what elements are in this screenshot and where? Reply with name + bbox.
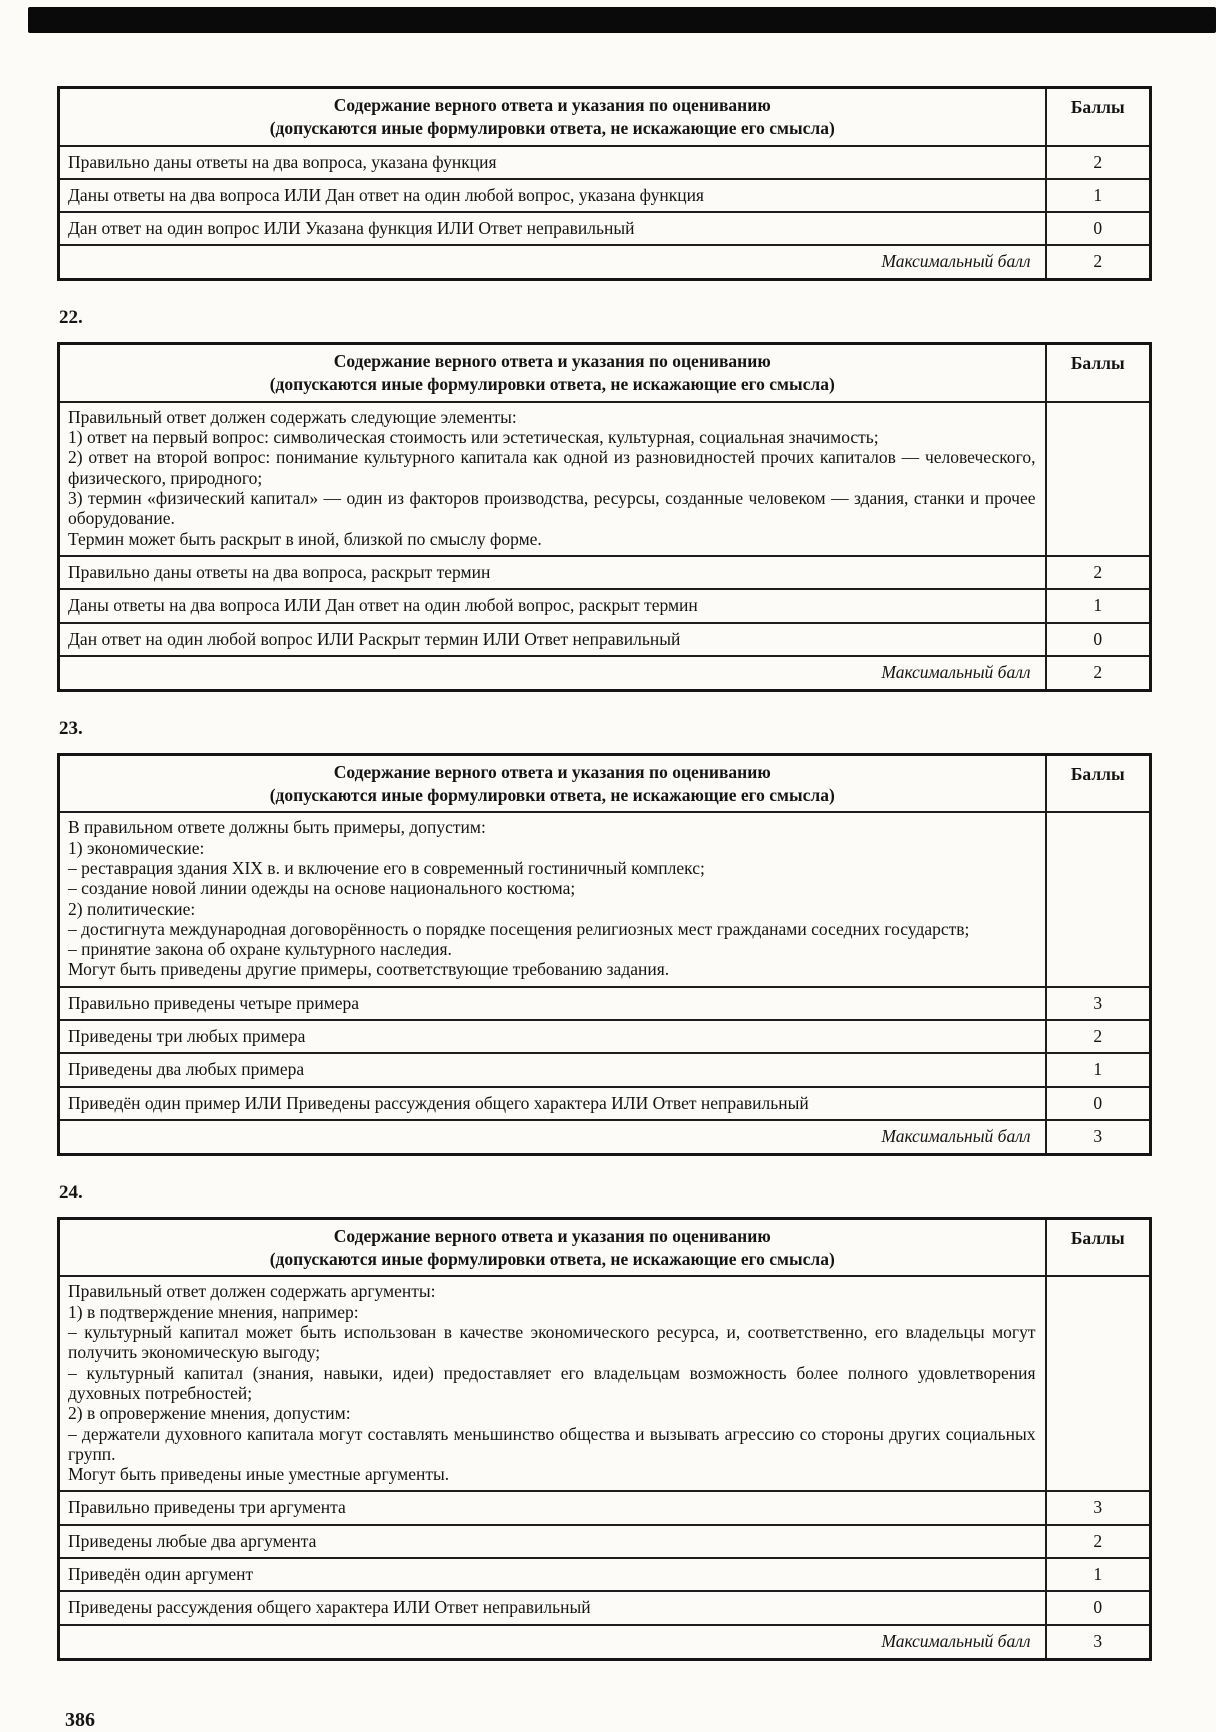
max-score-points: 3 [1046,1625,1151,1660]
header-subtitle: (допускаются иные формулировки ответа, не искажающие его смысла) [269,374,835,395]
criteria-points: 3 [1046,1491,1151,1524]
criteria-text: Даны ответы на два вопроса ИЛИ Дан ответ на один любой вопрос, указана функция [59,179,1046,212]
criteria-text: Правильно приведены три аргумента [59,1491,1046,1524]
criteria-row [59,1087,1151,1120]
header-title: Содержание верного ответа и указания по оцениванию [333,351,771,372]
criteria-text: Правильно даны ответы на два вопроса, указана функция [59,146,1046,179]
criteria-body [59,1491,1151,1624]
criteria-body [59,146,1151,246]
max-score-points: 2 [1046,245,1151,280]
answer-line: – принятие закона об охране культурного наследия. [68,939,452,960]
rubric-block-22 [57,307,1216,691]
header-title: Содержание верного ответа и указания по оцениванию [333,95,771,115]
header-subtitle: (допускаются иные формулировки ответа, не искажающие его смысла) [269,1248,835,1269]
rubric-block-continuation [57,86,1216,281]
answer-line: – культурный капитал может быть использован в качестве экономического ресурса, и, соответственно, его владельцы могут получить экономическую выгоду; [68,1322,1036,1363]
criteria-points: 3 [1046,987,1151,1020]
criteria-points: 2 [1046,1525,1151,1558]
header-subtitle: (допускаются иные формулировки ответа, не искажающие его смысла) [269,784,835,805]
answer-row [59,812,1151,986]
answer-line: – держатели духовного капитала могут составлять меньшинство общества и вызывать агрессию со стороны других социальных групп. [68,1423,1036,1464]
header-points-cell: Баллы [1046,88,1151,146]
criteria-text: Дан ответ на один вопрос ИЛИ Указана функция ИЛИ Ответ неправильный [59,212,1046,245]
max-score-row [59,245,1151,280]
answer-content-cell [59,1276,1046,1491]
criteria-points: 0 [1046,623,1151,656]
criteria-text: Приведён один аргумент [59,1558,1046,1591]
criteria-points: 1 [1046,1053,1151,1086]
rubric-table [57,342,1152,691]
criteria-row [59,623,1151,656]
criteria-row [59,212,1151,245]
answer-line: – создание новой линии одежды на основе национального костюма; [68,878,576,899]
header-points-cell: Баллы [1046,1218,1151,1276]
criteria-points: 0 [1046,1087,1151,1120]
header-points-cell: Баллы [1046,754,1151,812]
answer-line: – культурный капитал (знания, навыки, идеи) предоставляет его владельцам возможность более полного удовлетворения духовных потребностей; [68,1362,1036,1403]
criteria-row [59,987,1151,1020]
criteria-row [59,1020,1151,1053]
rubric-header-row [59,344,1151,402]
max-score-points: 3 [1046,1120,1151,1155]
header-content-cell [59,344,1046,402]
page-number: 386 [65,1708,95,1731]
answer-line: Правильный ответ должен содержать следующие элементы: [68,406,517,427]
answer-row [59,402,1151,556]
criteria-points: 0 [1046,212,1151,245]
rubric-block-23 [57,718,1216,1156]
criteria-points: 1 [1046,1558,1151,1591]
rubric-table [57,1217,1152,1661]
answer-content-cell [59,402,1046,556]
criteria-row [59,1053,1151,1086]
criteria-text: Приведены рассуждения общего характера ИЛИ Ответ неправильный [59,1591,1046,1624]
header-title: Содержание верного ответа и указания по оцениванию [333,761,771,782]
max-score-row [59,1625,1151,1660]
answer-line: Могут быть приведены иные уместные аргументы. [68,1464,450,1485]
answer-line: Правильный ответ должен содержать аргументы: [68,1281,436,1302]
answer-line: 3) термин «физический капитал» — один из факторов производства, ресурсы, созданные человеком — здания, станки и прочее оборудование. [68,488,1036,529]
answer-line: В правильном ответе должны быть примеры, допустим: [68,817,486,838]
criteria-row [59,1558,1151,1591]
rubric-header-row [59,88,1151,146]
criteria-points: 1 [1046,589,1151,622]
answer-line: – реставрация здания XIX в. и включение его в современный гостиничный комплекс; [68,857,705,878]
rubric-block-24 [57,1182,1216,1661]
rubric-table [57,753,1152,1156]
max-score-label: Максимальный балл [59,1625,1046,1660]
max-score-row [59,656,1151,691]
header-content-cell [59,1218,1046,1276]
header-content-cell [59,88,1046,146]
answer-line: Термин может быть раскрыт в иной, близкой по смыслу форме. [68,528,542,549]
answer-points-cell [1046,812,1151,986]
scan-artifact-bar [28,7,1216,33]
max-score-label: Максимальный балл [59,1120,1046,1155]
answer-points-cell [1046,1276,1151,1491]
criteria-points: 2 [1046,556,1151,589]
answer-line: Могут быть приведены другие примеры, соответствующие требованию задания. [68,959,670,980]
criteria-row [59,589,1151,622]
criteria-text: Приведены любые два аргумента [59,1525,1046,1558]
answer-points-cell [1046,402,1151,556]
answer-line: 1) ответ на первый вопрос: символическая стоимость или эстетическая, культурная, социальная значимость; [68,427,879,448]
criteria-text: Даны ответы на два вопроса ИЛИ Дан ответ на один любой вопрос, раскрыт термин [59,589,1046,622]
rubric-header-row [59,1218,1151,1276]
header-points-cell: Баллы [1046,344,1151,402]
header-title: Содержание верного ответа и указания по оцениванию [333,1225,771,1246]
task-number-23: 23. [59,717,83,739]
criteria-body [59,987,1151,1120]
criteria-row [59,146,1151,179]
criteria-text: Правильно приведены четыре примера [59,987,1046,1020]
criteria-body [59,556,1151,656]
answer-content-cell [59,812,1046,986]
criteria-row [59,1591,1151,1624]
max-score-label: Максимальный балл [59,245,1046,280]
header-subtitle: (допускаются иные формулировки ответа, не искажающие его смысла) [269,117,835,138]
criteria-points: 2 [1046,146,1151,179]
answer-line: 1) в подтверждение мнения, например: [68,1301,359,1322]
criteria-row [59,1525,1151,1558]
criteria-points: 1 [1046,179,1151,212]
max-score-label: Максимальный балл [59,656,1046,691]
answer-row [59,1276,1151,1491]
answer-line: 2) политические: [68,898,196,919]
criteria-points: 2 [1046,1020,1151,1053]
criteria-text: Приведены два любых примера [59,1053,1046,1086]
header-content-cell [59,754,1046,812]
rubric-header-row [59,754,1151,812]
task-number-22: 22. [59,307,83,329]
rubric-table [57,86,1152,281]
criteria-text: Дан ответ на один любой вопрос ИЛИ Раскрыт термин ИЛИ Ответ неправильный [59,623,1046,656]
criteria-text: Правильно даны ответы на два вопроса, раскрыт термин [59,556,1046,589]
max-score-row [59,1120,1151,1155]
criteria-row [59,1491,1151,1524]
task-number-24: 24. [59,1181,83,1203]
criteria-text: Приведён один пример ИЛИ Приведены рассуждения общего характера ИЛИ Ответ неправильный [59,1087,1046,1120]
criteria-text: Приведены три любых примера [59,1020,1046,1053]
answer-line: – достигнута международная договорённость о порядке посещения религиозных мест гражданами соседних государств; [68,918,970,939]
criteria-points: 0 [1046,1591,1151,1624]
answer-line: 2) в опровержение мнения, допустим: [68,1403,351,1424]
criteria-row [59,179,1151,212]
criteria-row [59,556,1151,589]
max-score-points: 2 [1046,656,1151,691]
answer-line: 1) экономические: [68,837,205,858]
answer-line: 2) ответ на второй вопрос: понимание культурного капитала как одной из разновидностей прочих капиталов — человеческого, физического, природного; [68,447,1036,488]
